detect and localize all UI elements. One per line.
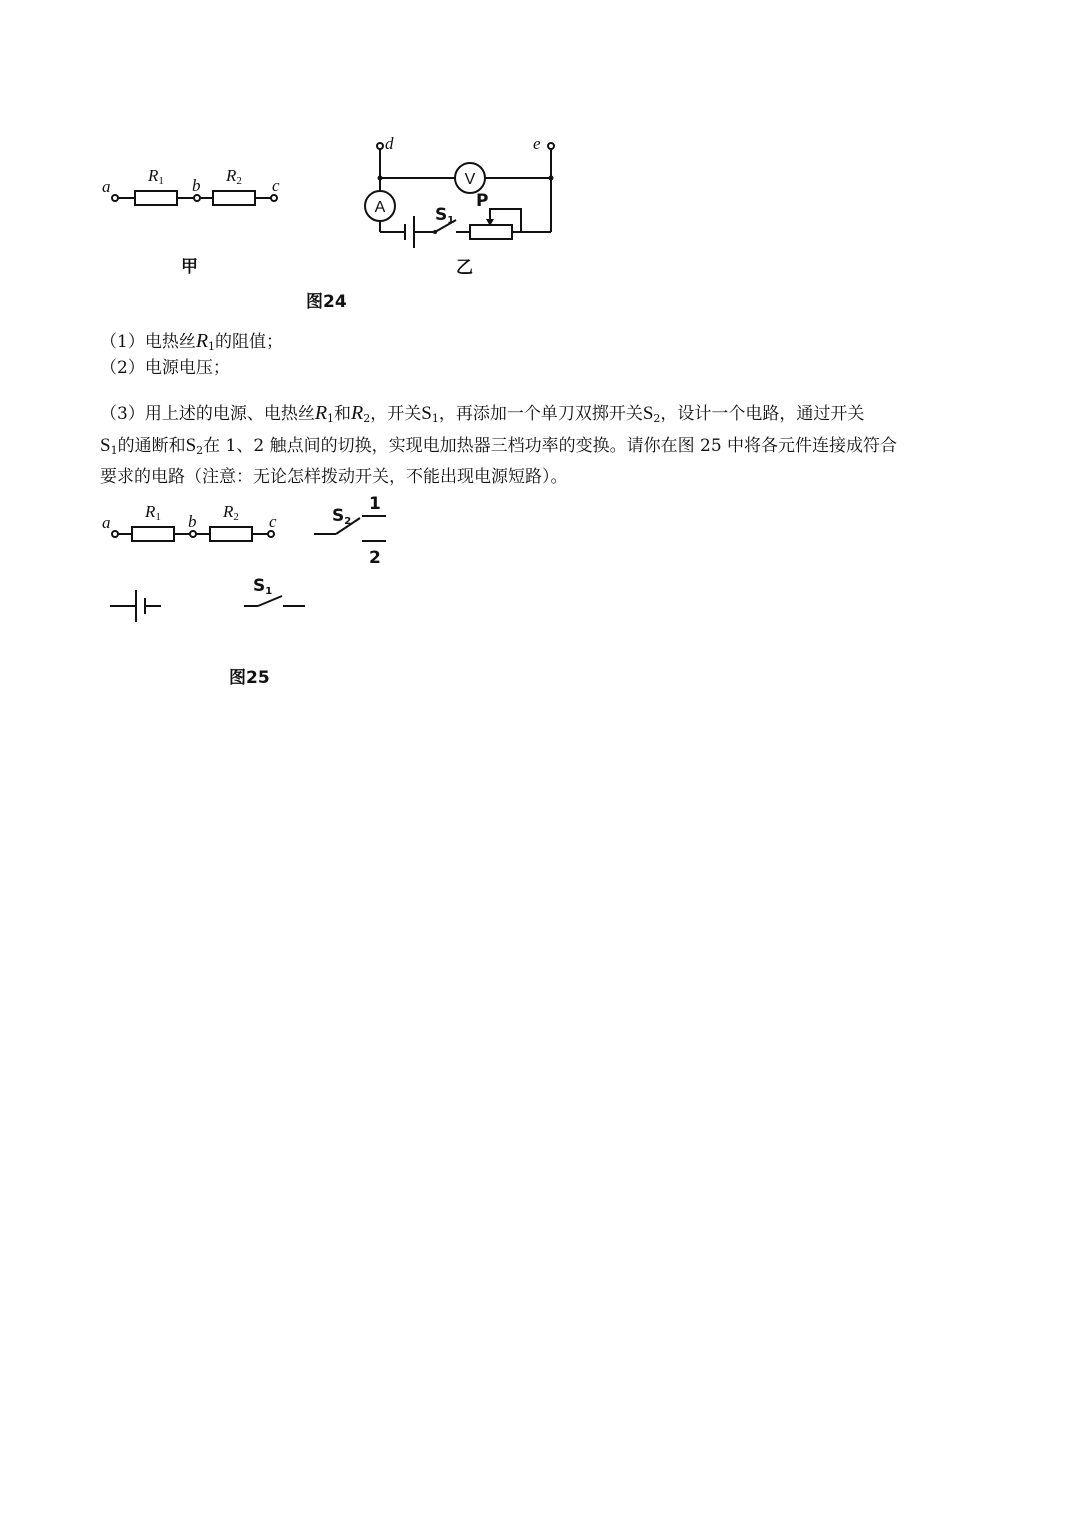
contact-2-label: 2: [369, 548, 381, 568]
question-1: （1）电热丝$R_1$的阻值；: [100, 330, 284, 353]
fig25-r1-label: R1: [145, 502, 161, 523]
fig25-s1-blade: [258, 596, 282, 606]
figure-24-caption: 图24: [306, 292, 347, 312]
question-3-line-3: 要求的电路（注意：无论怎样拨动开关，不能出现电源短路）。: [100, 467, 568, 487]
node-a-label: a: [102, 177, 111, 196]
contact-1-label: 1: [369, 494, 381, 514]
switch-s1-label: S1: [435, 205, 455, 226]
voltmeter-label: V: [464, 171, 476, 188]
fig25-switch-s1: [244, 576, 305, 606]
ammeter-label: A: [374, 199, 386, 216]
yi-label: 乙: [456, 258, 473, 278]
fig25-resistor-r2: [210, 527, 252, 541]
node-b-label: b: [192, 176, 201, 195]
fig25-terminal-c: [268, 531, 274, 537]
switch-s2-label: S2: [332, 506, 352, 527]
fig25-s1-label: S1: [253, 576, 273, 597]
question-3-line-1: （3）用上述的电源、电热丝$R_1$和$R_2$，开关$S_1$，再添加一个单刀双掷开关$S_2$，设计一个电路，通过开关: [100, 402, 865, 425]
fig25-battery: [110, 590, 161, 622]
jia-label: 甲: [181, 257, 198, 277]
fig25-resistor-r1: [132, 527, 174, 541]
fig25-node-c-label: c: [269, 512, 277, 531]
r2-label: R2: [226, 166, 242, 187]
fig25-resistors: [102, 502, 277, 541]
fig25-node-b-label: b: [188, 512, 197, 531]
fig25-node-a-label: a: [102, 513, 111, 532]
terminal-e-label: e: [533, 134, 541, 153]
fig25-terminal-b: [190, 531, 196, 537]
fig25-terminal-a: [112, 531, 118, 537]
r1-label: R1: [148, 166, 164, 187]
figure-25-caption: 图25: [229, 668, 270, 688]
question-2: （2）电源电压；: [100, 358, 230, 378]
question-3-line-2: $S_1$的通断和$S_2$在 1、2 触点间的切换，实现电加热器三档功率的变换。请你在图 25 中将各元件连接成符合: [100, 435, 898, 457]
figure-25-diagram: [0, 0, 1080, 700]
node-c-label: c: [272, 176, 280, 195]
slider-p-label: P: [476, 191, 489, 211]
fig25-switch-s2: [314, 494, 386, 568]
fig25-r2-label: R2: [223, 502, 239, 523]
terminal-d-label: d: [385, 134, 394, 153]
